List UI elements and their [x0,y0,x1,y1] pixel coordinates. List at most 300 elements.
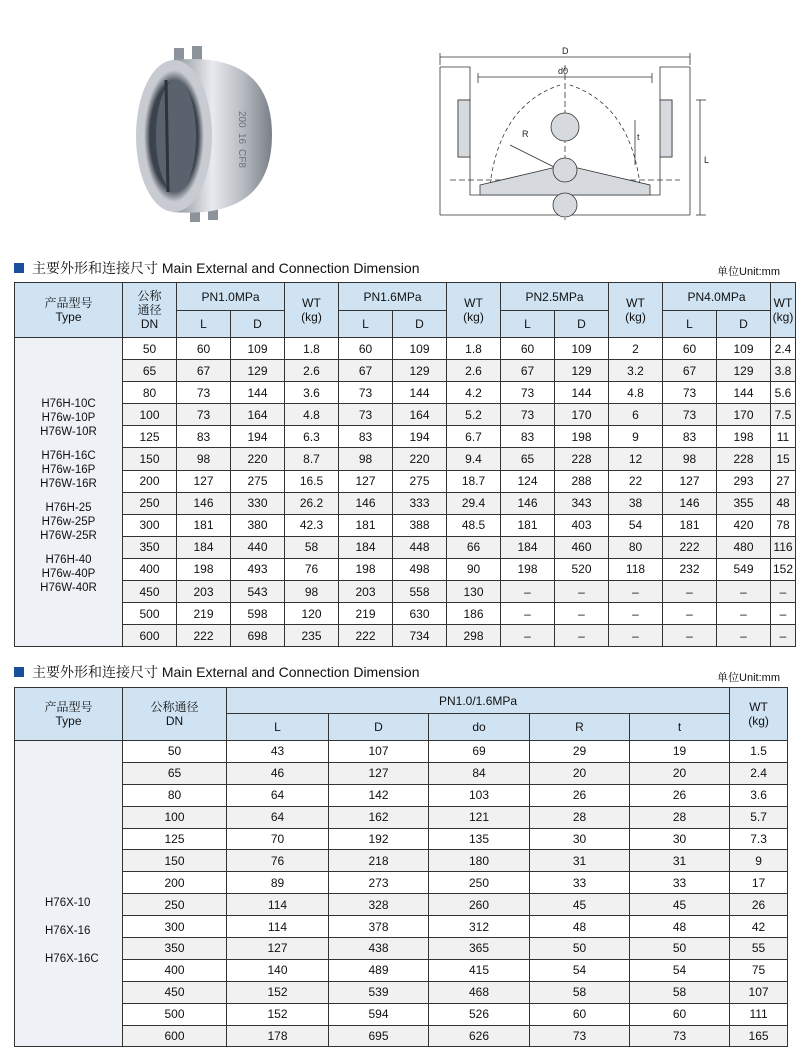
cell-value: 8.7 [285,448,339,470]
cell-value: 480 [717,536,771,558]
cell-value: 594 [329,1003,429,1025]
cell-value: 288 [555,470,609,492]
cell-value: 98 [177,448,231,470]
cell-value: 127 [177,470,231,492]
cell-value: 192 [329,828,429,850]
table-row [15,784,788,806]
bullet-square-icon [14,667,24,677]
cell-dn: 50 [123,338,177,360]
section2-title-text: 主要外形和连接尺寸 Main External and Connection Dimension [32,664,420,680]
cell-dn: 350 [123,938,227,960]
table-row [15,981,788,1003]
cell-value: 31 [530,850,630,872]
cell-value: 60 [339,338,393,360]
cell-value: 468 [429,981,530,1003]
cell-value: 60 [630,1003,730,1025]
cell-value: 203 [339,581,393,603]
cell-value: 58 [530,981,630,1003]
cell-value: 6.7 [447,426,501,448]
cell-value: 28 [630,806,730,828]
cell-value: 84 [429,762,530,784]
cell-dn: 250 [123,492,177,514]
cell-value: 27 [771,470,796,492]
cell-value: 330 [231,492,285,514]
cell-value: 5.6 [771,382,796,404]
dim-t: t [637,132,640,142]
cell-dn: 600 [123,625,177,647]
cell-value: 50 [630,938,730,960]
cell-value: 170 [555,404,609,426]
cell-value: 180 [429,850,530,872]
cell-value: 6 [609,404,663,426]
cell-value: 164 [231,404,285,426]
cell-value: 15 [771,448,796,470]
type-model: H76w-10P [41,412,96,425]
header-type: 产品型号 Type [15,688,123,741]
cell-value: 11 [771,426,796,448]
cell-value: 83 [177,426,231,448]
type-model: H76W-40R [40,582,97,595]
cell-value: 12 [609,448,663,470]
body-stamp [236,111,247,168]
table-row [15,581,796,603]
cell-value: 50 [530,938,630,960]
cell-value: 129 [555,360,609,382]
cell-value: – [609,581,663,603]
cell-value: 222 [177,625,231,647]
header-col: L [227,714,329,741]
cell-value: 109 [555,338,609,360]
cell-value: 107 [730,981,788,1003]
cell-value: 130 [447,581,501,603]
cell-value: 438 [329,938,429,960]
cell-value: 144 [393,382,447,404]
cell-value: 420 [717,514,771,536]
type-model: H76W-16R [40,478,97,491]
cell-dn: 600 [123,1025,227,1047]
cell-value: 489 [329,959,429,981]
cell-value: 124 [501,470,555,492]
cell-value: 388 [393,514,447,536]
svg-text:200: 200 [236,111,247,128]
cell-value: 152 [771,558,796,580]
cell-value: 222 [663,536,717,558]
cell-value: 9 [609,426,663,448]
cell-value: 73 [177,404,231,426]
cell-dn: 250 [123,894,227,916]
cell-value: 1.8 [447,338,501,360]
cell-value: 549 [717,558,771,580]
cell-value: 67 [501,360,555,382]
type-model: H76X-10 [45,896,91,909]
cell-value: 178 [227,1025,329,1047]
cell-value: 31 [630,850,730,872]
cell-value: 220 [231,448,285,470]
cell-value: 60 [501,338,555,360]
cell-value: 152 [227,1003,329,1025]
table-row [15,894,788,916]
table-row [15,959,788,981]
cell-dn: 100 [123,404,177,426]
cell-dn: 400 [123,959,227,981]
table-row [15,872,788,894]
table-row [15,625,796,647]
cell-dn: 125 [123,828,227,850]
table-row [15,514,796,536]
table-row [15,360,796,382]
cell-value: 60 [663,338,717,360]
cell-value: 260 [429,894,530,916]
cell-value: 403 [555,514,609,536]
cell-value: – [717,581,771,603]
cell-dn: 300 [123,514,177,536]
cell-value: 129 [717,360,771,382]
cell-value: 109 [393,338,447,360]
cell-value: 48 [630,916,730,938]
table-row [15,938,788,960]
cell-value: 3.8 [771,360,796,382]
cell-value: 64 [227,806,329,828]
cell-value: 29.4 [447,492,501,514]
cell-value: 43 [227,741,329,763]
header-col: t [630,714,730,741]
cell-value: 54 [609,514,663,536]
cell-value: 48 [771,492,796,514]
header-L: L [663,311,717,338]
header-pn10: PN1.0MPa [177,283,285,311]
cell-value: 3.2 [609,360,663,382]
section2-unit: 单位Unit:mm [717,672,780,684]
cell-value: 6.3 [285,426,339,448]
cell-value: 73 [501,382,555,404]
cell-value: 127 [663,470,717,492]
cell-value: 222 [339,625,393,647]
cell-value: – [771,625,796,647]
cell-value: 42 [730,916,788,938]
cell-value: 127 [227,938,329,960]
cell-value: 598 [231,603,285,625]
cell-value: 70 [227,828,329,850]
cell-value: 109 [717,338,771,360]
cell-value: 33 [530,872,630,894]
cell-value: 181 [177,514,231,536]
cell-value: 58 [630,981,730,1003]
cell-value: – [663,603,717,625]
cell-value: – [663,625,717,647]
cell-value: 539 [329,981,429,1003]
dim-D: D [562,46,569,56]
cell-dn: 450 [123,981,227,1003]
header-wt: WT (kg) [447,283,501,338]
cell-value: 146 [339,492,393,514]
cell-dn: 500 [123,1003,227,1025]
table-row [15,828,788,850]
cell-value: 26 [530,784,630,806]
cell-value: 33 [630,872,730,894]
cell-value: 127 [329,762,429,784]
cell-value: 181 [339,514,393,536]
cell-dn: 150 [123,448,177,470]
cell-value: 219 [177,603,231,625]
type-list [15,741,123,1047]
cell-value: – [555,603,609,625]
dim-d0: d0 [558,66,569,76]
cell-value: 20 [530,762,630,784]
type-model: H76w-40P [41,568,96,581]
table-row [15,558,796,580]
table-row [15,404,796,426]
type-model: H76H-16C [41,450,96,463]
header-L: L [501,311,555,338]
cell-dn: 150 [123,850,227,872]
dim-L: L [704,155,710,165]
cell-value: 89 [227,872,329,894]
cell-value: 198 [555,426,609,448]
cell-value: 2.6 [447,360,501,382]
cell-value: – [663,581,717,603]
cell-dn: 125 [123,426,177,448]
cell-value: 58 [285,536,339,558]
type-model: H76W-25R [40,530,97,543]
cell-value: 448 [393,536,447,558]
header-pn16: PN1.6MPa [339,283,447,311]
cell-value: 26 [730,894,788,916]
cell-value: 118 [609,558,663,580]
cell-value: 5.7 [730,806,788,828]
cell-value: 4.2 [447,382,501,404]
cell-value: 67 [177,360,231,382]
section1-title [14,258,419,278]
cell-value: – [609,625,663,647]
svg-text:16: 16 [236,133,247,145]
cell-value: 543 [231,581,285,603]
cell-value: – [501,625,555,647]
section1-title-text: 主要外形和连接尺寸 Main External and Connection Dimension [32,260,420,276]
cell-value: 9.4 [447,448,501,470]
table-row [15,762,788,784]
cell-value: 460 [555,536,609,558]
header-L: L [339,311,393,338]
table-row [15,916,788,938]
header-pn10-16: PN1.0/1.6MPa [227,688,730,714]
cell-value: 198 [177,558,231,580]
cell-value: 493 [231,558,285,580]
section2-title [14,662,419,682]
type-model: H76H-40 [45,554,92,567]
cell-value: 194 [231,426,285,448]
cell-dn: 65 [123,360,177,382]
cell-value: 98 [339,448,393,470]
cell-value: 220 [393,448,447,470]
cell-dn: 200 [123,470,177,492]
cell-value: 228 [555,448,609,470]
cell-value: 343 [555,492,609,514]
cell-value: 630 [393,603,447,625]
table-row [15,536,796,558]
cell-value: 73 [339,382,393,404]
header-D: D [717,311,771,338]
cell-value: 73 [663,404,717,426]
header-col: do [429,714,530,741]
cell-value: 184 [339,536,393,558]
cell-value: 152 [227,981,329,1003]
cell-value: 28 [530,806,630,828]
cell-value: 111 [730,1003,788,1025]
cell-value: 73 [530,1025,630,1047]
cell-value: 698 [231,625,285,647]
cell-value: 69 [429,741,530,763]
cell-value: 164 [393,404,447,426]
cell-value: 2.4 [771,338,796,360]
cell-value: 46 [227,762,329,784]
cell-value: 203 [177,581,231,603]
cell-value: 235 [285,625,339,647]
cell-value: 30 [530,828,630,850]
cell-value: – [717,625,771,647]
type-model: H76H-25 [45,502,92,515]
cell-value: 526 [429,1003,530,1025]
cell-value: 129 [231,360,285,382]
cell-dn: 400 [123,558,177,580]
cell-value: 19 [630,741,730,763]
cell-value: 75 [730,959,788,981]
cell-value: 54 [630,959,730,981]
cell-dn: 50 [123,741,227,763]
cell-value: 184 [501,536,555,558]
cell-dn: 65 [123,762,227,784]
table-row [15,492,796,514]
cell-value: 4.8 [285,404,339,426]
cell-value: 7.3 [730,828,788,850]
header-dn: 公称 通径 DN [123,283,177,338]
cell-value: – [771,603,796,625]
table-row [15,426,796,448]
table-dimensions-h76x [14,687,788,1047]
bullet-square-icon [14,263,24,273]
cell-value: 26.2 [285,492,339,514]
header-col: D [329,714,429,741]
cell-value: 365 [429,938,530,960]
type-model: H76W-10R [40,426,97,439]
table-dimensions-pn [14,282,796,647]
cell-value: 144 [555,382,609,404]
cell-value: 114 [227,894,329,916]
table-row [15,338,796,360]
cell-value: 142 [329,784,429,806]
header-type: 产品型号 Type [15,283,123,338]
cell-value: 78 [771,514,796,536]
cell-value: 626 [429,1025,530,1047]
cell-value: 298 [447,625,501,647]
cell-value: 121 [429,806,530,828]
cell-value: 498 [393,558,447,580]
cell-value: 73 [663,382,717,404]
cell-value: 129 [393,360,447,382]
cell-value: 312 [429,916,530,938]
cell-value: 45 [630,894,730,916]
cell-value: 328 [329,894,429,916]
cell-value: 16.5 [285,470,339,492]
type-model: H76X-16 [45,924,91,937]
cell-value: 275 [231,470,285,492]
cell-value: 165 [730,1025,788,1047]
cell-value: 67 [663,360,717,382]
cell-value: 144 [231,382,285,404]
cell-value: 520 [555,558,609,580]
cell-dn: 450 [123,581,177,603]
cell-value: 80 [609,536,663,558]
cell-value: – [555,625,609,647]
cell-value: 734 [393,625,447,647]
cell-value: – [555,581,609,603]
cell-value: 54 [530,959,630,981]
type-model: H76w-25P [41,516,96,529]
cell-value: 378 [329,916,429,938]
cell-value: 440 [231,536,285,558]
header-wt: WT (kg) [730,688,788,741]
cell-value: 2.6 [285,360,339,382]
header-pn40: PN4.0MPa [663,283,771,311]
header-pn25: PN2.5MPa [501,283,609,311]
cell-value: 181 [663,514,717,536]
cell-dn: 80 [123,382,177,404]
cell-value: 232 [663,558,717,580]
cell-value: 30 [630,828,730,850]
cell-value: 42.3 [285,514,339,536]
cell-value: 198 [717,426,771,448]
cell-value: 73 [177,382,231,404]
cell-value: 181 [501,514,555,536]
cell-value: 26 [630,784,730,806]
cell-dn: 350 [123,536,177,558]
cell-value: 76 [227,850,329,872]
cell-value: 116 [771,536,796,558]
cell-value: 45 [530,894,630,916]
cell-value: 29 [530,741,630,763]
cell-value: 83 [339,426,393,448]
cell-value: 109 [231,338,285,360]
cell-value: – [501,581,555,603]
cell-value: – [717,603,771,625]
cell-value: 98 [285,581,339,603]
cell-value: 219 [339,603,393,625]
cell-value: 73 [339,404,393,426]
cell-value: 9 [730,850,788,872]
table-row [15,850,788,872]
cell-value: 144 [717,382,771,404]
cell-value: 83 [501,426,555,448]
cell-value: 170 [717,404,771,426]
cell-value: 380 [231,514,285,536]
cell-value: 415 [429,959,530,981]
header-L: L [177,311,231,338]
header-col: R [530,714,630,741]
cell-value: 107 [329,741,429,763]
cell-value: 103 [429,784,530,806]
type-list [15,338,123,647]
cell-value: 60 [177,338,231,360]
table-row [15,382,796,404]
cell-value: 4.8 [609,382,663,404]
cell-value: – [501,603,555,625]
cell-value: 65 [501,448,555,470]
cell-value: 38 [609,492,663,514]
table-row [15,448,796,470]
cell-value: 7.5 [771,404,796,426]
cell-value: 184 [177,536,231,558]
cell-value: 2 [609,338,663,360]
svg-text:CF8: CF8 [236,149,247,168]
